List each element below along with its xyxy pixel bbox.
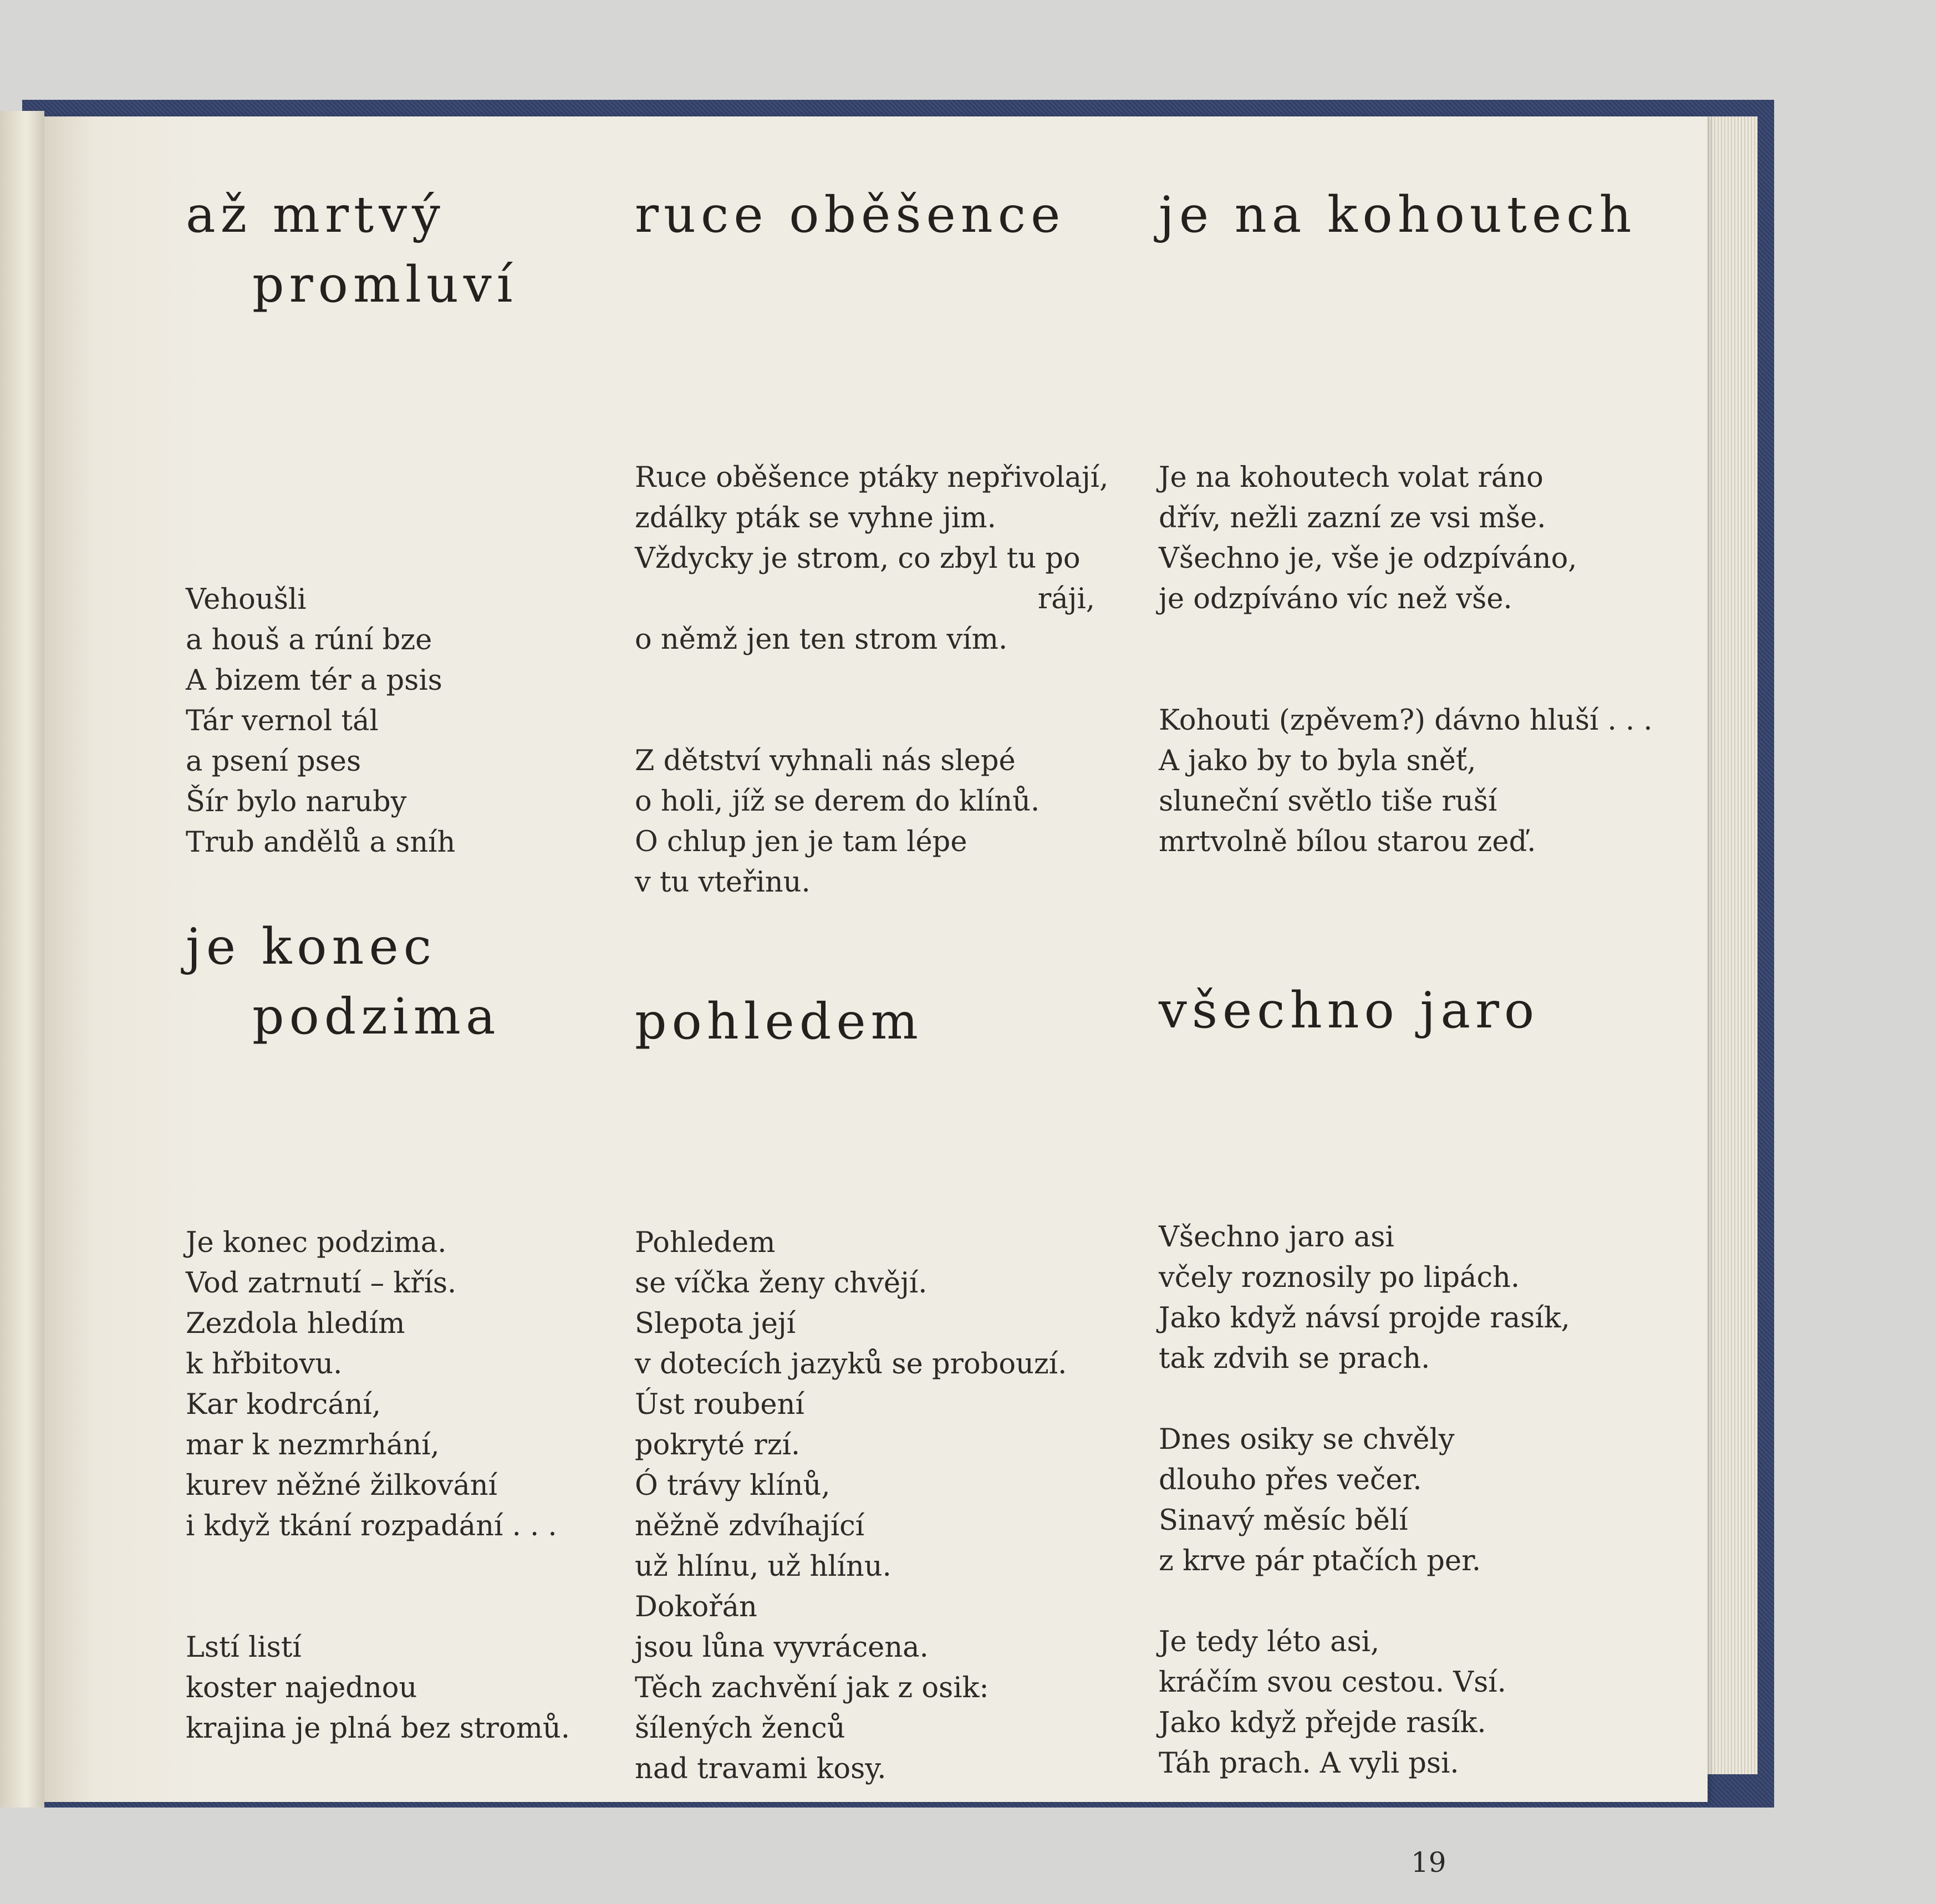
stanza-break [186, 1587, 570, 1627]
title-line: ruce oběšence [635, 186, 1066, 244]
verse-line: Ruce oběšence ptáky nepřivolají, [635, 461, 1109, 494]
poem-title [186, 180, 629, 320]
poem-vsechno-jaro [1159, 976, 1658, 1780]
verse-line: sluneční světlo tiše ruší [1159, 785, 1497, 818]
poem-body [1159, 1217, 1570, 1784]
verse-line: Z dětství vyhnali nás slepé [635, 745, 1016, 777]
verse-line: Vehoušli [186, 583, 307, 616]
verse-line: Všechno je, vše je odzpíváno, [1159, 542, 1577, 575]
poem-body [1159, 457, 1653, 862]
verse-line: o holi, jíž se derem do klínů. [635, 785, 1040, 818]
verse-line: krajina je plná bez stromů. [186, 1712, 570, 1745]
poem-body [186, 1223, 570, 1749]
poem-body [186, 579, 455, 863]
verse-line: Táh prach. A vyli psi. [1159, 1747, 1459, 1780]
verse-line: mar k nezmrhání, [186, 1429, 440, 1462]
poem-title [1159, 180, 1658, 250]
verse-line: tak zdvih se prach. [1159, 1342, 1430, 1375]
verse-line: Dokořán [635, 1591, 757, 1623]
title-line: je konec [186, 918, 437, 976]
verse-line: O chlup jen je tam lépe [635, 826, 967, 858]
verse-line: Úst roubení [635, 1388, 804, 1421]
poem-title [186, 912, 629, 1052]
verse-line: už hlínu, už hlínu. [635, 1550, 891, 1583]
verse-line: Jako když návsí projde rasík, [1159, 1302, 1570, 1335]
verse-line: Jako když přejde rasík. [1159, 1707, 1486, 1739]
poem-pohledem [635, 987, 1095, 1785]
verse-line: Slepota její [635, 1307, 796, 1340]
verse-line: Šír bylo naruby [186, 786, 407, 818]
stanza-break [1159, 1379, 1570, 1419]
verse-line: Těch zachvění jak z osik: [635, 1672, 989, 1704]
verse-line: Kar kodrcání, [186, 1388, 381, 1421]
left-page-edge [0, 111, 44, 1808]
title-line: je na kohoutech [1159, 186, 1637, 244]
verse-line: v dotecích jazyků se probouzí. [635, 1348, 1067, 1381]
verse-line: Ó trávy klínů, [635, 1469, 831, 1502]
verse-line: nad travami kosy. [635, 1753, 887, 1785]
verse-line: Je na kohoutech volat ráno [1159, 461, 1543, 494]
verse-line: je odzpíváno víc než vše. [1159, 583, 1512, 615]
verse-line: Sinavý měsíc bělí [1159, 1504, 1408, 1537]
book-page [44, 116, 1708, 1878]
stanza-break [1159, 660, 1653, 700]
verse-line: Vždycky je strom, co zbyl tu po [635, 542, 1081, 575]
verse-line: Je tedy léto asi, [1159, 1626, 1380, 1658]
verse-line: Vod zatrnutí – křís. [186, 1267, 457, 1300]
stanza-break [635, 660, 1095, 700]
verse-line: Tár vernol tál [186, 705, 379, 737]
verse-line: kurev něžné žilkování [186, 1469, 497, 1502]
verse-line: včely roznosily po lipách. [1159, 1261, 1520, 1294]
verse-line: k hřbitovu. [186, 1348, 343, 1381]
poem-ruce-obesence [635, 180, 1109, 899]
verse-line: kráčím svou cestou. Vsí. [1159, 1666, 1506, 1699]
title-line: promluví [252, 256, 518, 314]
stanza-break [635, 700, 1095, 741]
poem-title [635, 987, 1095, 1057]
verse-line: i když tkání rozpadání . . . [186, 1510, 557, 1542]
poem-je-na-kohoutech [1159, 180, 1658, 858]
verse-line: A jako by to byla sněť, [1159, 745, 1476, 777]
verse-line: se víčka ženy chvějí. [635, 1267, 928, 1300]
verse-line: zdálky pták se vyhne jim. [635, 502, 996, 534]
verse-line: šílených ženců [635, 1712, 845, 1745]
page-number: 19 [1411, 1846, 1446, 1878]
poem-body [635, 457, 1109, 903]
verse-line: Všechno jaro asi [1159, 1221, 1394, 1254]
verse-line: Lstí listí [186, 1631, 302, 1664]
poem-je-konec-podzima [186, 912, 629, 1745]
title-line: pohledem [635, 992, 924, 1051]
poem-body [635, 1223, 1067, 1789]
title-line: až mrtvý [186, 186, 445, 244]
stanza-break [1159, 1581, 1570, 1622]
poem-az-mrtvy-promluvi [186, 180, 629, 859]
verse-line: A bizem tér a psis [186, 664, 442, 697]
verse-line: koster najednou [186, 1672, 417, 1704]
poem-title [635, 180, 1095, 250]
verse-line: Trub andělů a sníh [186, 826, 456, 859]
verse-line: a houš a rúní bze [186, 624, 432, 656]
verse-line: Zezdola hledím [186, 1307, 405, 1340]
verse-line: jsou lůna vyvrácena. [635, 1631, 929, 1664]
verse-line: a psení pses [186, 745, 361, 778]
title-line: všechno jaro [1159, 981, 1540, 1040]
verse-line: pokryté rzí. [635, 1429, 801, 1462]
verse-line: Je konec podzima. [186, 1226, 447, 1259]
verse-line: dřív, nežli zazní ze vsi mše. [1159, 502, 1546, 534]
verse-line: Dnes osiky se chvěly [1159, 1423, 1455, 1456]
verse-line: o němž jen ten strom vím. [635, 623, 1008, 656]
verse-line: ráji, [1037, 583, 1095, 615]
verse-line: z krve pár ptačích per. [1159, 1545, 1481, 1577]
verse-line: mrtvolně bílou starou zeď. [1159, 826, 1536, 858]
verse-line: v tu vteřinu. [635, 866, 811, 899]
verse-line: Kohouti (zpěvem?) dávno hluší . . . [1159, 704, 1653, 737]
verse-line: Pohledem [635, 1226, 776, 1259]
verse-line: něžně zdvíhající [635, 1510, 865, 1542]
poem-title [1159, 976, 1658, 1046]
title-line: podzima [252, 987, 501, 1046]
verse-line: dlouho přes večer. [1159, 1464, 1422, 1496]
stanza-break [186, 1546, 570, 1587]
stanza-break [1159, 619, 1653, 660]
